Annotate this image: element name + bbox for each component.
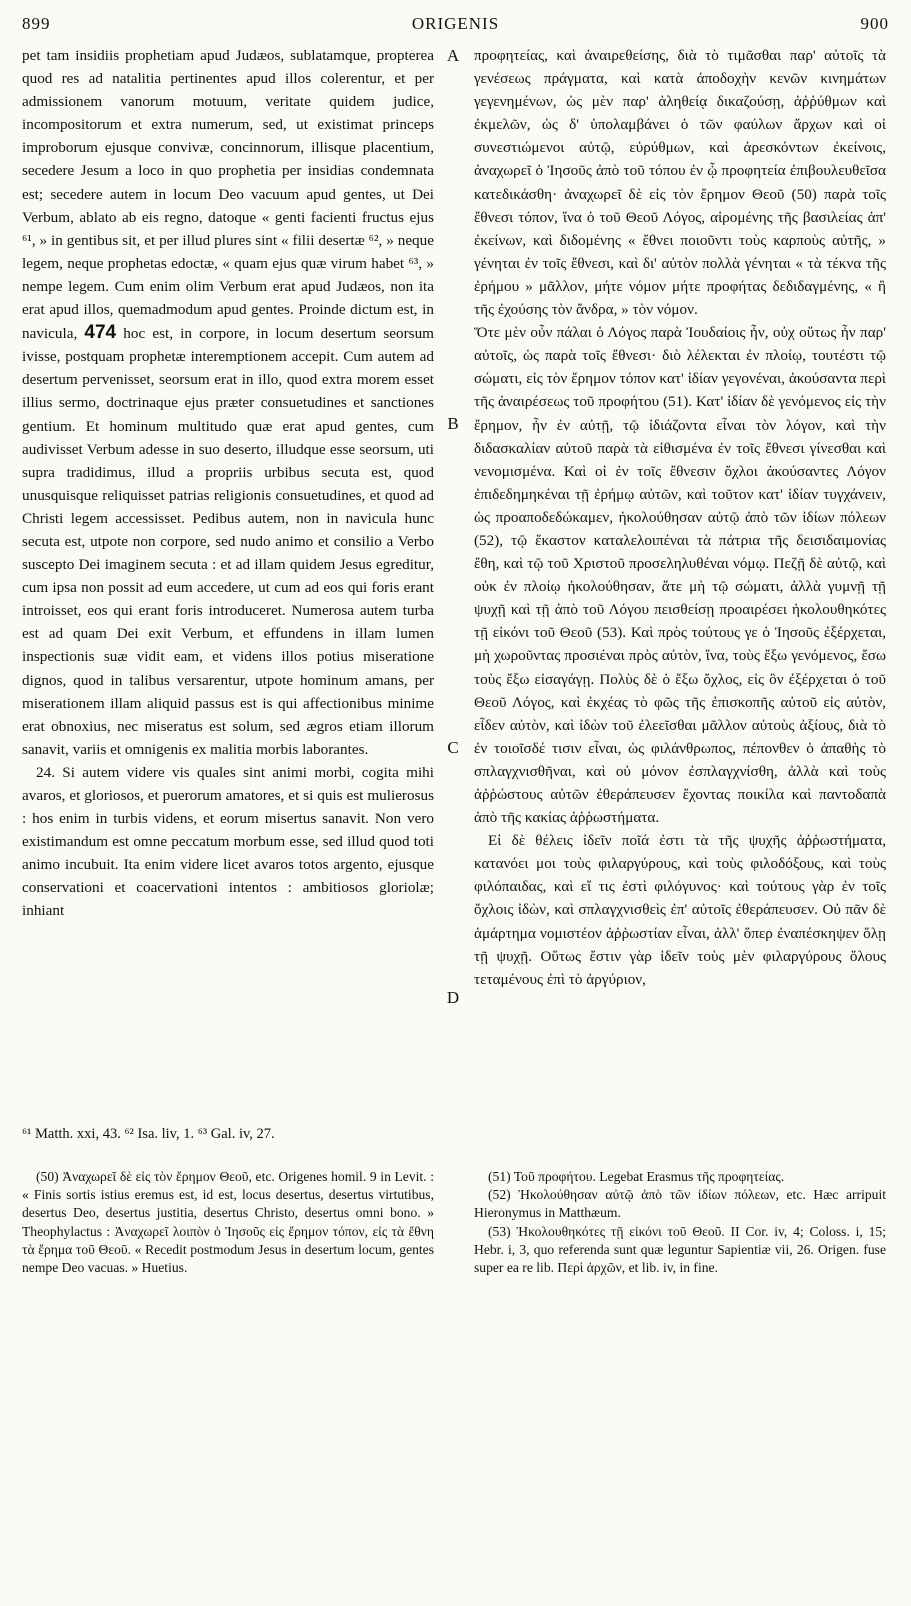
footnote-50: (50) Ἀναχωρεῖ δὲ εἰς τὸν ἔρημον Θεοῦ, etc. Origenes homil. 9 in Levit. : « Finis sortis istius eremus est, id est, locus desertus, desertus virtutibus, desertus Deo, desertus justitia, desertus Christo, desertus omni bono. » Theophylactus : Ἀναχωρεῖ λοιπὸν ὁ Ἰησοῦς εἰς ἔρημον τόπον, εἰς τὰ ἔθνη τὰ ἔρημα τοῦ Θεοῦ. « Recedit postmodum Jesus in desertum locum, gentes nempe Deo vacuas. » Huetius. (22, 1169, 434, 1276)
margin-letter-b: B (447, 414, 459, 433)
margin-letter-c: C (447, 738, 459, 757)
margin-letter-a: A (446, 46, 460, 65)
scripture-references: ⁶¹ Matth. xxi, 43. ⁶² Isa. liv, 1. ⁶³ Gal. iv, 27. (22, 1126, 275, 1142)
margin-letter-d: D (446, 988, 460, 1007)
running-header (22, 14, 889, 40)
footnotes-right (474, 1168, 886, 1277)
latin-text-part-a: pet tam insidiis prophetiam apud Judæos, sublatamque, propterea quod res ad natalitia pertinentes apud illos colerentur, et per admissionem vanorum motuum, veritate quidem judice, incompositorum et extra numerum, sed, ut existimat princeps improborum ejusque convivæ, concinnorum, illisque placentium, secedere Jesum a loco in quo prophetia per insidias condemnata est; secedere autem in locum Deo vacuum apud gentes, ut Dei Verbum, ablato ab eis regno, datoque « genti facienti fructus ejus ⁶¹, » in gentibus sit, et per illud plures sint « filii desertæ ⁶², » neque legem, neque prophetas edoctæ, « quam ejus quæ virum habet ⁶³, » nempe legem. Cum enim olim Verbum erat apud Judæos, non ita erat apud illos, quemadmodum apud gentes. Proinde dictum est, in navicula, (22, 47, 434, 343)
greek-paragraph-c: Εἰ δὲ θέλεις ἰδεῖν ποῖά ἐστι τὰ τῆς ψυχῆς ἀῤῥωστήματα, κατανόει μοι τοὺς φιλαργύρους, καὶ τοὺς φιλοδόξους, καὶ τοὺς φιλόπαιδας, καὶ εἴ τις ἐστὶ φιλόγυνος· καὶ τούτους γὰρ ἐν τοῖς ὄχλοις ἰδὼν, καὶ σπλαγχνισθεὶς ἐπ' αὐτοῖς ἐθεράπευσεν. Οὐ πᾶν δὲ ἁμάρτημα νομιστέον ἀῤῥωστίαν εἶναι, ἀλλ' ὅπερ ἐναπέσκηψεν ὅλῃ τῇ ψυχῇ. Οὕτως ἔστιν γὰρ ἰδεῖν τοὺς μὲν φιλαργύρους ὅλους τεταμένους ἐπὶ τὸ ἀργύριον, (474, 832, 886, 988)
footnote-53: (53) Ἠκολουθηκότες τῇ εἰκόνι τοῦ Θεοῦ. II Cor. iv, 4; Coloss. i, 15; Hebr. i, 3, quo referenda sunt quæ leguntur Sapientiæ vii, 26. Origen. fuse super ea re lib. Περὶ ἀρχῶν, et lib. iv, in fine. (474, 1223, 886, 1276)
greek-column (474, 44, 886, 1104)
footnote-52: (52) Ἠκολούθησαν αὐτῷ ἀπὸ τῶν ἰδίων πόλεων, etc. Hæc arripuit Hieronymus in Matthæum. (474, 1187, 886, 1221)
latin-column (22, 44, 434, 1104)
page-mark: 474 (84, 322, 117, 344)
latin-paragraph-24: 24. Si autem videre vis quales sint animi morbi, cogita mihi avaros, et gloriosos, et puerorum amatores, et si quis est mulierosus : hos enim in turbis videns, et eorum misertus sanavit. Non vero existimandum est omne peccatum morbum esse, sed illud quod toti animo incubuit. Ita enim videre licet avaros totos argento, ejusque conservationi et coacervationi intentos : ambitiosos gloriolæ; inhiant (22, 763, 434, 920)
footnotes-left (22, 1168, 434, 1277)
page-number-left: 899 (22, 14, 51, 33)
footnote-51: (51) Τοῦ προφήτου. Legebat Erasmus τῆς προφητείας. (488, 1169, 785, 1184)
latin-paragraph (22, 44, 434, 761)
running-title: ORIGENIS (411, 14, 500, 33)
latin-text-part-b: hoc est, in corpore, in locum desertum seorsum ivisse, postquam prophetæ interemptionem accepit. Cum autem ad desertum pervenisset, seorsum erat in illo, quod extra morem esset illius sermo, doctrinaque ejus præter consuetudines et sanctiones gentium. Et hominum multitudo quæ erat apud gentes, cum audivisset Verbum adesse in suo deserto, illudque esse seorsum, uti supra tradidimus, illud a propriis urbibus secuta est, quod unusquisque reliquisset patrias religionis consuetudines, et quod ad Christi legem accessisset. Pedibus autem, non in navicula hunc secuta est, utpote non corpore, sed nudo animo et consilio a Verbo suscepto Dei imaginem secuta : et ad illam quidem Jesus egreditur, cum ipsa non possit ad eum accedere, ut cum ad eos qui foris erant introisset, eos qui erant foris introduceret. Numerosa autem turba est ad quam Dei exit Verbum, et effundens in illam lumen inspectionis suæ vidit eam, et videns illos potius miseratione dignos, quod in talibus versarentur, utpote hominum amans, per miserationem illam aliquid passus est is qui affectionibus minime erat obnoxius, nec miseratus est solum, sed ægros etiam illorum sanavit, variis et omnigenis ex malitia morbis laborantes. (22, 325, 434, 758)
page-number-right: 900 (860, 14, 889, 33)
greek-paragraph-a: προφητείας, καὶ ἀναιρεθείσης, διὰ τὸ τιμᾶσθαι παρ' αὐτοῖς τὰ γενέσεως πράγματα, καὶ κατὰ ἀποδοχὴν κενῶν κινημάτων γεγενημένων, ὡς μὲν παρ' ἀληθείᾳ δικαζούσῃ, ἀῤῥύθμων καὶ ἐκμελῶν, ὡς δ' ὑπολαμβάνει ὁ τῶν φαύλων ἄρχων καὶ οἱ συνεστιώμενοι αὐτῷ, εὐρύθμων, καὶ ἀρεσκόντων ἐκείνοις, ἀναχωρεῖ ὁ Ἰησοῦς ἀπὸ τοῦ τόπου ἐν ᾧ προφητεία ἐπιβουλευθεῖσα κατεδικάσθη· ἀναχωρεῖ δὲ εἰς τὸν ἔρημον Θεοῦ (50) παρὰ τοῖς ἔθνεσι τόπον, ἵνα ὁ τοῦ Θεοῦ Λόγος, αἱρομένης τῆς βασιλείας ἀπ' ἐκείνων, καὶ διδομένης « ἔθνει ποιοῦντι τοὺς καρποὺς αὐτῆς, » γένηται ἐν τοῖς ἔθνεσι, καὶ δι' αὐτὸν πολλὰ γένηται « τὰ τέκνα τῆς ἐρήμου » μᾶλλον, μήτε νόμον μήτε προφήτας δεδιδαγμένης, « ἢ τῆς ἐχούσης τὸν ἄνδρα, » τὸν νόμον. (474, 47, 886, 319)
greek-paragraph-b: Ὅτε μὲν οὖν πάλαι ὁ Λόγος παρὰ Ἰουδαίοις ἦν, οὐχ οὕτως ἦν παρ' αὐτοῖς, ὡς παρὰ τοῖς ἔθνεσι· διὸ λέλεκται ἐν πλοίῳ, τουτέστι τῷ σώματι, εἰς τὸν ἔρημον τόπον κατ' ἰδίαν γεγονέναι, ἀκούσαντα περὶ τῆς ἀναιρέσεως τοῦ προφήτου (51). Κατ' ἰδίαν δὲ γενόμενος εἰς τὴν ἔρημον, ἦν ἐν αὐτῇ, τῷ ἰδιάζοντα εἶναι τὸν λόγον, καὶ τὴν διδασκαλίαν αὐτοῦ παρὰ τὰ εἰθισμένα ἐν τοῖς ἔθνεσι γίνεσθαι καὶ νενομισμένα. Καὶ οἱ ἐν τοῖς ἔθνεσιν ὄχλοι ἀκούσαντες Λόγον ἐπιδεδημηκέναι τῇ ἐρήμῳ αὐτῶν, καὶ τοῦτον κατ' ἰδίαν τυγχάνειν, ὡς προαποδεδώκαμεν, ἠκολούθησαν αὐτῷ ἀπὸ τῶν ἰδίων πόλεων (52), τῷ ἕκαστον καταλελοιπέναι τὰ πάτρια τῆς δεισιδαιμονίας ἔθη, καὶ τῷ τοῦ Χριστοῦ προσεληλυθέναι νόμῳ. Πεζῇ δὲ αὐτῷ, καὶ οὐκ ἐν πλοίῳ ἠκολούθησαν, ἅτε μὴ τῷ σώματι, ἀλλὰ γυμνῇ τῇ ψυχῇ καὶ τῇ ἀπὸ τοῦ Λόγου πεισθείσῃ προαιρέσει ἠκολουθηκότες τῇ εἰκόνι τοῦ Θεοῦ (53). Καὶ πρὸς τούτους γε ὁ Ἰησοῦς ἐξέρχεται, μὴ χωροῦντας προσιέναι πρὸς αὐτὸν, ἵνα, τοὺς ἔξω γενόμενος, ἔσω τοὺς ἔξω εἰσαγάγῃ. Πολὺς δὲ ὁ ἔξω ὄχλος, εἰς ὃν ἐξέρχεται ὁ τοῦ Θεοῦ Λόγος, καὶ ἐκχέας τὸ φῶς τῆς ἐπισκοπῆς αὐτοῦ εἰς αὐτὸν, εἶδεν αὐτὸν, καὶ ἰδὼν τοῦ ἐλεεῖσθαι μᾶλλον αὐτοὺς ἀξίους, διὰ τὸ ἐν τοιοῖσδέ τισιν εἶναι, ὡς φιλάνθρωπος, πέπονθεν ὁ ἀπαθὴς τὸ σπλαγχνισθῆναι, καὶ οὐ μόνον ἐσπλαγχνίσθη, ἀλλὰ καὶ τοὺς ἀῤῥώστους αὐτῶν ἐθεράπευσεν ἔχοντας ποικίλα καὶ παντοδαπὰ ἀπὸ τῆς κακίας ἀῤῥωστήματα. (474, 324, 886, 827)
